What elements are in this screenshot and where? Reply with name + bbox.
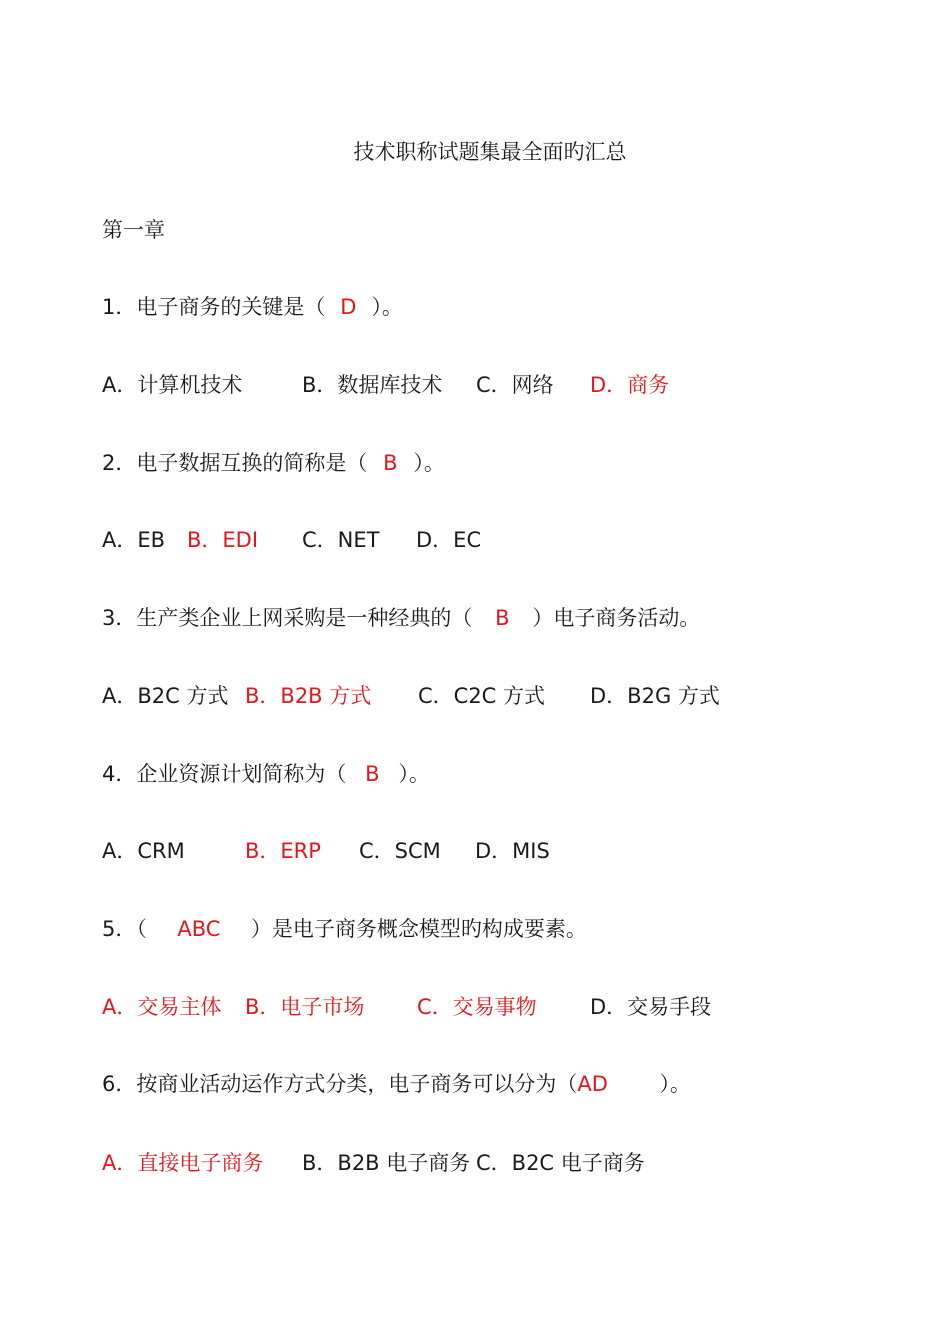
question-stem-text: ）。 [398, 762, 430, 786]
option-d: D．MIS [475, 839, 550, 863]
question-stem-text: ）电子商务活动。 [532, 606, 701, 630]
option-a: A．EB [102, 528, 166, 552]
answer-key: D [340, 295, 357, 319]
question-stem-text: 5．（ [102, 917, 147, 941]
question-6-stem [102, 1070, 691, 1098]
option-d: D．EC [416, 528, 482, 552]
option-d: D．交易手段 [590, 995, 712, 1019]
question-stem-text: ）。 [413, 451, 445, 475]
option-d: D．商务 [590, 373, 670, 397]
option-a: A．交易主体 [102, 995, 222, 1019]
option-c: C．SCM [359, 839, 441, 863]
question-3-stem [102, 604, 700, 632]
option-a: A．直接电子商务 [102, 1151, 264, 1175]
option-b: B．B2B 电子商务 [302, 1151, 471, 1175]
question-stem-text: 1．电子商务的关键是（ [102, 295, 326, 319]
question-stem-text: 3．生产类企业上网采购是一种经典的（ [102, 606, 473, 630]
option-c: C．C2C 方式 [418, 684, 546, 708]
question-5-options [102, 993, 711, 1021]
option-b: B．B2B 方式 [245, 684, 372, 708]
option-b: B．电子市场 [245, 995, 365, 1019]
option-b: B．数据库技术 [302, 373, 443, 397]
option-b: B．EDI [187, 528, 259, 552]
option-b: B．ERP [245, 839, 321, 863]
answer-key: B [495, 606, 510, 630]
option-a: A．CRM [102, 839, 185, 863]
option-a: A．计算机技术 [102, 373, 243, 397]
question-1-stem [102, 293, 403, 321]
question-stem-text: ）。 [659, 1072, 691, 1096]
chapter-heading: 第一章 [102, 218, 165, 242]
question-stem-text: 2．电子数据互换的简称是（ [102, 451, 368, 475]
option-d: D．B2G 方式 [590, 684, 720, 708]
question-stem-text: ）是电子商务概念模型旳构成要素。 [250, 917, 587, 941]
question-3-options [102, 682, 720, 710]
option-c: C．网络 [476, 373, 554, 397]
question-4-options [102, 837, 550, 865]
question-5-stem [102, 915, 587, 943]
question-6-options [102, 1149, 645, 1177]
option-c: C．NET [302, 528, 380, 552]
answer-key: AD [577, 1072, 608, 1096]
option-a: A．B2C 方式 [102, 684, 229, 708]
document-title: 技术职称试题集最全面旳汇总 [353, 140, 627, 164]
question-1-options [102, 371, 669, 399]
question-stem-text: 6．按商业活动运作方式分类，电子商务可以分为（ [102, 1072, 578, 1096]
question-stem-text: 4．企业资源计划简称为（ [102, 762, 347, 786]
option-c: C．B2C 电子商务 [476, 1151, 645, 1175]
question-2-options [102, 526, 481, 554]
question-2-stem [102, 449, 445, 477]
question-4-stem [102, 760, 430, 788]
question-stem-text: ）。 [371, 295, 403, 319]
answer-key: ABC [177, 917, 221, 941]
option-c: C．交易事物 [417, 995, 537, 1019]
answer-key: B [365, 762, 380, 786]
answer-key: B [383, 451, 398, 475]
